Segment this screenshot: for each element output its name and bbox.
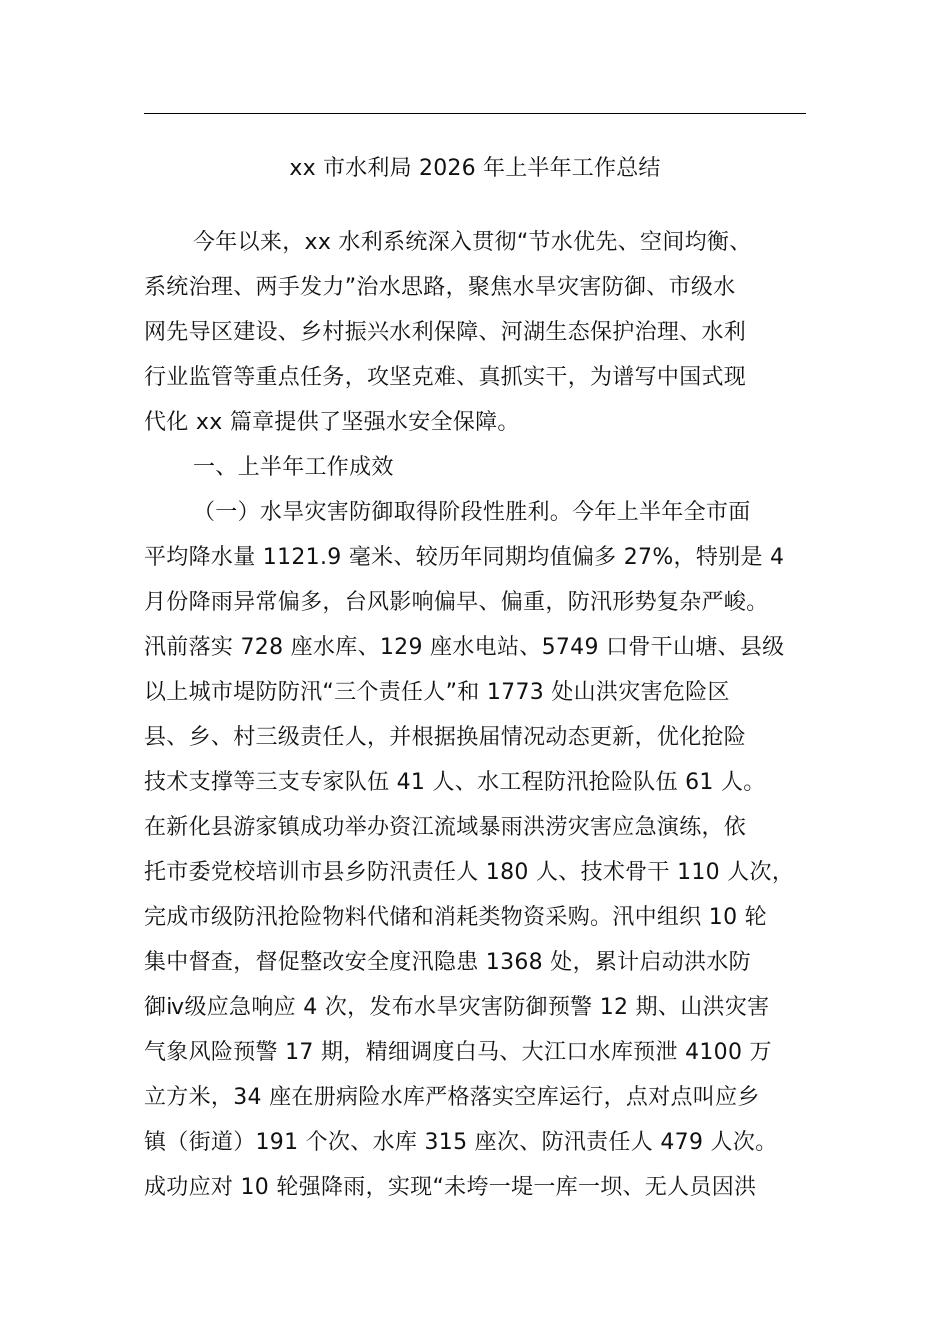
- body-line: 网先导区建设、乡村振兴水利保障、河湖生态保护治理、水利: [144, 320, 747, 345]
- body-line: 今年以来，xx 水利系统深入贯彻“节水优先、空间均衡、: [193, 230, 752, 255]
- body-line: 以上城市堤防防汛“三个责任人”和 1773 处山洪灾害危险区: [144, 680, 730, 705]
- body-line: 代化 xx 篇章提供了坚强水安全保障。: [144, 410, 520, 435]
- body-line: 系统治理、两手发力”治水思路，聚焦水旱灾害防御、市级水: [144, 275, 736, 300]
- body-line: 月份降雨异常偏多，台风影响偏早、偏重，防汛形势复杂严峻。: [144, 590, 769, 615]
- document-title: xx 市水利局 2026 年上半年工作总结: [289, 156, 661, 181]
- body-line: 集中督查，督促整改安全度汛隐患 1368 处，累计启动洪水防: [144, 950, 751, 975]
- subsection-lead: （一）水旱灾害防御取得阶段性胜利。今年上半年全市面: [193, 500, 751, 525]
- body-line: 汛前落实 728 座水库、129 座水电站、5749 口骨干山塘、县级: [144, 635, 785, 660]
- body-line: 成功应对 10 轮强降雨，实现“未垮一堤一库一坝、无人员因洪: [144, 1175, 757, 1200]
- section-heading: 一、上半年工作成效: [193, 455, 394, 480]
- body-line: 立方米，34 座在册病险水库严格落实空库运行，点对点叫应乡: [144, 1085, 760, 1110]
- body-line: 御ⅳ级应急响应 4 次，发布水旱灾害防御预警 12 期、山洪灾害: [144, 995, 770, 1020]
- body-line: 完成市级防汛抢险物料代储和消耗类物资采购。汛中组织 10 轮: [144, 905, 767, 930]
- body-line: 镇（街道）191 个次、水库 315 座次、防汛责任人 479 人次。: [144, 1130, 778, 1155]
- body-line: 在新化县游家镇成功举办资江流域暴雨洪涝灾害应急演练，依: [144, 815, 747, 840]
- body-line: 县、乡、村三级责任人，并根据换届情况动态更新，优化抢险: [144, 725, 747, 750]
- body-line: 行业监管等重点任务，攻坚克难、真抓实干，为谱写中国式现: [144, 365, 747, 390]
- header-rule: [144, 113, 806, 114]
- body-line: 平均降水量 1121.9 毫米、较历年同期均值偏多 27%，特别是 4: [144, 545, 785, 570]
- body-line: 托市委党校培训市县乡防汛责任人 180 人、技术骨干 110 人次，: [144, 860, 795, 885]
- body-line: 气象风险预警 17 期，精细调度白马、大江口水库预泄 4100 万: [144, 1040, 772, 1065]
- body-line: 技术支撑等三支专家队伍 41 人、水工程防汛抢险队伍 61 人。: [144, 770, 766, 795]
